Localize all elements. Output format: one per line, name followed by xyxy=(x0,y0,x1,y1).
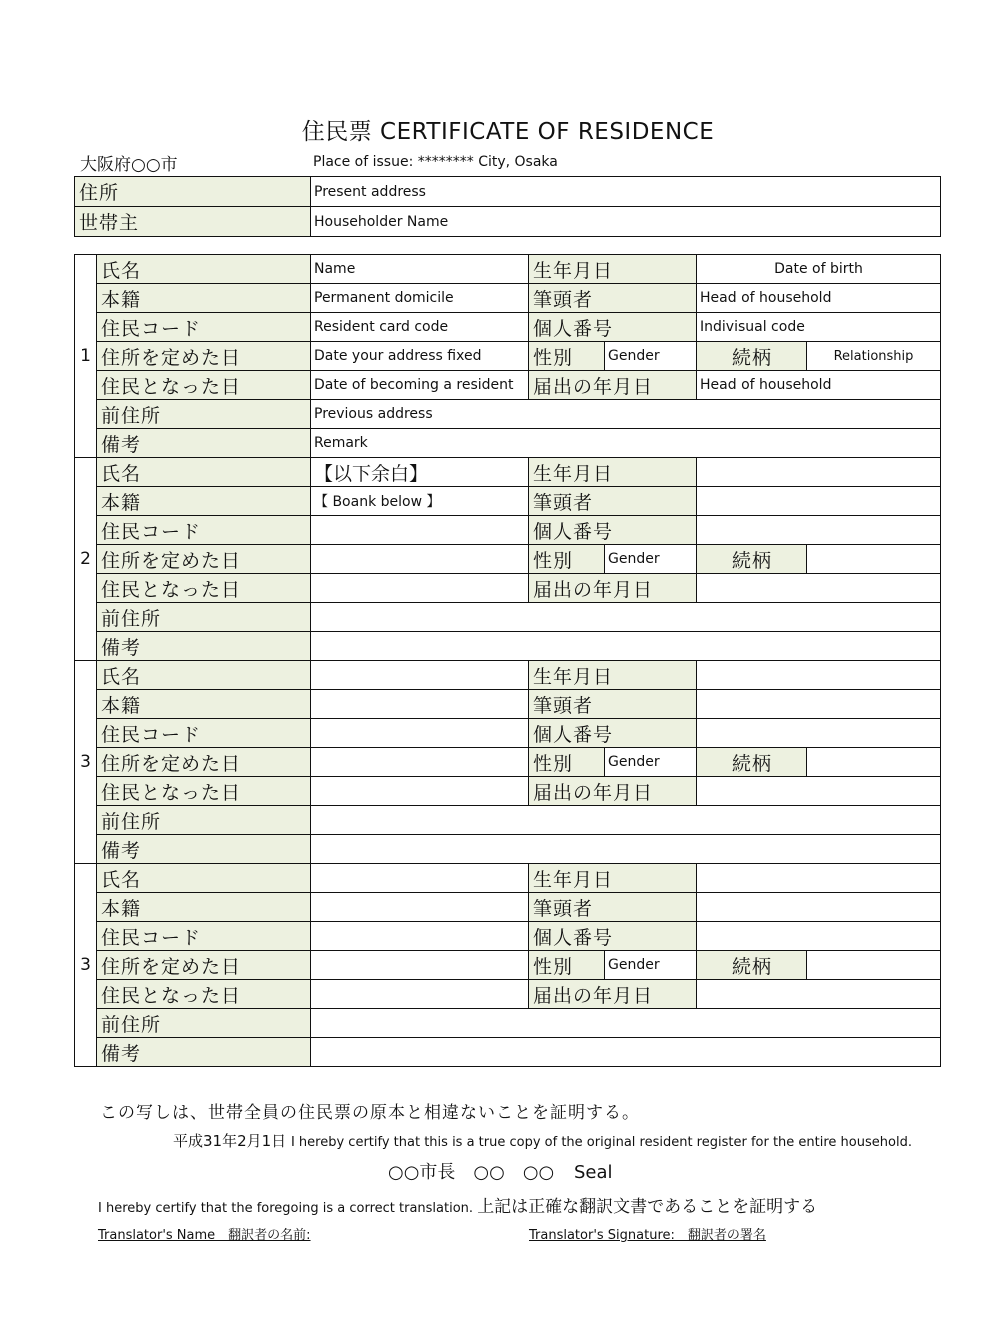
domicile-value xyxy=(311,893,529,922)
address-label: 住所 xyxy=(75,177,311,207)
sex-label: 性別 xyxy=(529,748,605,777)
translator-name: Translator's Name 翻訳者の名前: xyxy=(98,1228,311,1243)
person-3-row xyxy=(75,777,941,806)
person-2-row xyxy=(75,574,941,603)
remark-label: 備考 xyxy=(97,429,311,458)
notify-date-label: 届出の年月日 xyxy=(529,980,697,1009)
head-label: 筆頭者 xyxy=(529,284,697,313)
address-row xyxy=(75,177,941,207)
personal-number-value xyxy=(697,516,941,545)
date-resident-value xyxy=(311,777,529,806)
head-label: 筆頭者 xyxy=(529,690,697,719)
previous-address-label: 前住所 xyxy=(97,1009,311,1038)
head-label: 筆頭者 xyxy=(529,893,697,922)
birth-label: 生年月日 xyxy=(529,255,697,284)
person-2-row xyxy=(75,487,941,516)
date-resident-value xyxy=(311,980,529,1009)
personal-number-label: 個人番号 xyxy=(529,313,697,342)
relation-value xyxy=(807,748,941,777)
previous-address-value xyxy=(311,603,941,632)
date-fixed-label: 住所を定めた日 xyxy=(97,545,311,574)
date-resident-value: Date of becoming a resident xyxy=(311,371,529,400)
previous-address-value xyxy=(311,1009,941,1038)
notify-date-value xyxy=(697,980,941,1009)
domicile-label: 本籍 xyxy=(97,893,311,922)
personal-number-label: 個人番号 xyxy=(529,516,697,545)
person-1-row xyxy=(75,313,941,342)
certification-jp: この写しは、世帯全員の住民票の原本と相違ないことを証明する。 xyxy=(100,1103,640,1123)
householder-row xyxy=(75,207,941,237)
date-fixed-label: 住所を定めた日 xyxy=(97,748,311,777)
relation-value xyxy=(807,545,941,574)
person-4-row xyxy=(75,1038,941,1067)
issuer-jp: 大阪府○○市 xyxy=(80,155,178,175)
person-4-row xyxy=(75,980,941,1009)
birth-label: 生年月日 xyxy=(529,864,697,893)
gender-value: Gender xyxy=(605,951,697,980)
name-value xyxy=(311,661,529,690)
previous-address-label: 前住所 xyxy=(97,603,311,632)
relation-value xyxy=(807,951,941,980)
person-1-row xyxy=(75,400,941,429)
person-number: 3 xyxy=(75,661,97,864)
person-4-row xyxy=(75,922,941,951)
notify-date-label: 届出の年月日 xyxy=(529,371,697,400)
remark-label: 備考 xyxy=(97,632,311,661)
person-number: 2 xyxy=(75,458,97,661)
domicile-value: Permanent domicile xyxy=(311,284,529,313)
person-2-row xyxy=(75,458,941,487)
person-3-row xyxy=(75,690,941,719)
date-fixed-value xyxy=(311,951,529,980)
gender-value: Gender xyxy=(605,545,697,574)
resident-code-value xyxy=(311,719,529,748)
householder-label: 世帯主 xyxy=(75,207,311,237)
head-value xyxy=(697,893,941,922)
name-label: 氏名 xyxy=(97,255,311,284)
date-fixed-value xyxy=(311,748,529,777)
domicile-label: 本籍 xyxy=(97,690,311,719)
name-label: 氏名 xyxy=(97,864,311,893)
resident-table xyxy=(74,254,941,1067)
person-2-row xyxy=(75,545,941,574)
gender-value: Gender xyxy=(605,342,697,371)
resident-code-value: Resident card code xyxy=(311,313,529,342)
person-3-row xyxy=(75,719,941,748)
person-number: 3 xyxy=(75,864,97,1067)
name-label: 氏名 xyxy=(97,458,311,487)
sex-label: 性別 xyxy=(529,342,605,371)
person-2-row xyxy=(75,516,941,545)
remark-value: Remark xyxy=(311,429,941,458)
resident-code-value xyxy=(311,922,529,951)
notify-date-value: Head of household xyxy=(697,371,941,400)
person-1-row xyxy=(75,342,941,371)
date-fixed-value: Date your address fixed xyxy=(311,342,529,371)
personal-number-value xyxy=(697,922,941,951)
mayor-name: ○○市長 ○○ ○○ xyxy=(388,1162,555,1183)
person-2-row xyxy=(75,603,941,632)
head-value xyxy=(697,487,941,516)
date-resident-label: 住民となった日 xyxy=(97,777,311,806)
person-3-row xyxy=(75,835,941,864)
name-label: 氏名 xyxy=(97,661,311,690)
notify-date-label: 届出の年月日 xyxy=(529,574,697,603)
person-4-row xyxy=(75,1009,941,1038)
remark-value xyxy=(311,1038,941,1067)
domicile-label: 本籍 xyxy=(97,284,311,313)
sex-label: 性別 xyxy=(529,545,605,574)
domicile-label: 本籍 xyxy=(97,487,311,516)
resident-code-label: 住民コード xyxy=(97,313,311,342)
relation-label: 続柄 xyxy=(697,342,807,371)
person-1-row xyxy=(75,284,941,313)
person-2-row xyxy=(75,632,941,661)
householder-value: Householder Name xyxy=(311,207,941,237)
previous-address-label: 前住所 xyxy=(97,806,311,835)
relation-label: 続柄 xyxy=(697,951,807,980)
place-of-issue: Place of issue: ******** City, Osaka xyxy=(313,154,558,170)
previous-address-value xyxy=(311,806,941,835)
relation-label: 続柄 xyxy=(697,545,807,574)
personal-number-label: 個人番号 xyxy=(529,922,697,951)
head-value xyxy=(697,690,941,719)
date-fixed-label: 住所を定めた日 xyxy=(97,951,311,980)
relation-value: Relationship xyxy=(807,342,941,371)
head-value: Head of household xyxy=(697,284,941,313)
name-value: Name xyxy=(311,255,529,284)
remark-value xyxy=(311,835,941,864)
person-4-row xyxy=(75,951,941,980)
birth-value xyxy=(697,458,941,487)
birth-label: 生年月日 xyxy=(529,661,697,690)
name-value xyxy=(311,864,529,893)
birth-label: 生年月日 xyxy=(529,458,697,487)
person-3-row xyxy=(75,748,941,777)
date-resident-value xyxy=(311,574,529,603)
person-1-row xyxy=(75,371,941,400)
remark-label: 備考 xyxy=(97,835,311,864)
certification-line xyxy=(173,1130,912,1151)
previous-address-value: Previous address xyxy=(311,400,941,429)
sex-label: 性別 xyxy=(529,951,605,980)
notify-date-label: 届出の年月日 xyxy=(529,777,697,806)
notify-date-value xyxy=(697,574,941,603)
resident-code-label: 住民コード xyxy=(97,922,311,951)
seal-text: Seal xyxy=(573,1162,613,1183)
mayor-line xyxy=(388,1158,613,1184)
date-resident-label: 住民となった日 xyxy=(97,980,311,1009)
address-value: Present address xyxy=(311,177,941,207)
person-1-row xyxy=(75,255,941,284)
translation-statement xyxy=(98,1192,817,1217)
personal-number-value: Indivisual code xyxy=(697,313,941,342)
date-resident-label: 住民となった日 xyxy=(97,574,311,603)
domicile-value xyxy=(311,690,529,719)
date-resident-label: 住民となった日 xyxy=(97,371,311,400)
certification-en: I hereby certify that this is a true copy of the original resident register for the entire household. xyxy=(290,1135,912,1150)
gender-value: Gender xyxy=(605,748,697,777)
remark-value xyxy=(311,632,941,661)
person-4-row xyxy=(75,893,941,922)
person-1-row xyxy=(75,429,941,458)
issue-date: 平成31年2月1日 xyxy=(173,1132,287,1150)
personal-number-label: 個人番号 xyxy=(529,719,697,748)
relation-label: 続柄 xyxy=(697,748,807,777)
person-3-row xyxy=(75,661,941,690)
domicile-value: 【 Boank below 】 xyxy=(311,487,529,516)
resident-code-label: 住民コード xyxy=(97,516,311,545)
person-number: 1 xyxy=(75,255,97,458)
birth-value xyxy=(697,864,941,893)
person-4-row xyxy=(75,864,941,893)
person-3-row xyxy=(75,806,941,835)
document-title: 住民票 CERTIFICATE OF RESIDENCE xyxy=(301,119,715,145)
birth-value xyxy=(697,661,941,690)
name-value: 【以下余白】 xyxy=(311,458,529,487)
date-fixed-value xyxy=(311,545,529,574)
remark-label: 備考 xyxy=(97,1038,311,1067)
resident-code-value xyxy=(311,516,529,545)
translation-en: I hereby certify that the foregoing is a correct translation. xyxy=(98,1201,474,1216)
head-label: 筆頭者 xyxy=(529,487,697,516)
notify-date-value xyxy=(697,777,941,806)
resident-code-label: 住民コード xyxy=(97,719,311,748)
translator-signature: Translator's Signature: 翻訳者の署名 xyxy=(529,1228,766,1243)
previous-address-label: 前住所 xyxy=(97,400,311,429)
birth-value: Date of birth xyxy=(697,255,941,284)
personal-number-value xyxy=(697,719,941,748)
translation-jp: 上記は正確な翻訳文書であることを証明する xyxy=(477,1197,818,1217)
date-fixed-label: 住所を定めた日 xyxy=(97,342,311,371)
household-table xyxy=(74,176,941,237)
